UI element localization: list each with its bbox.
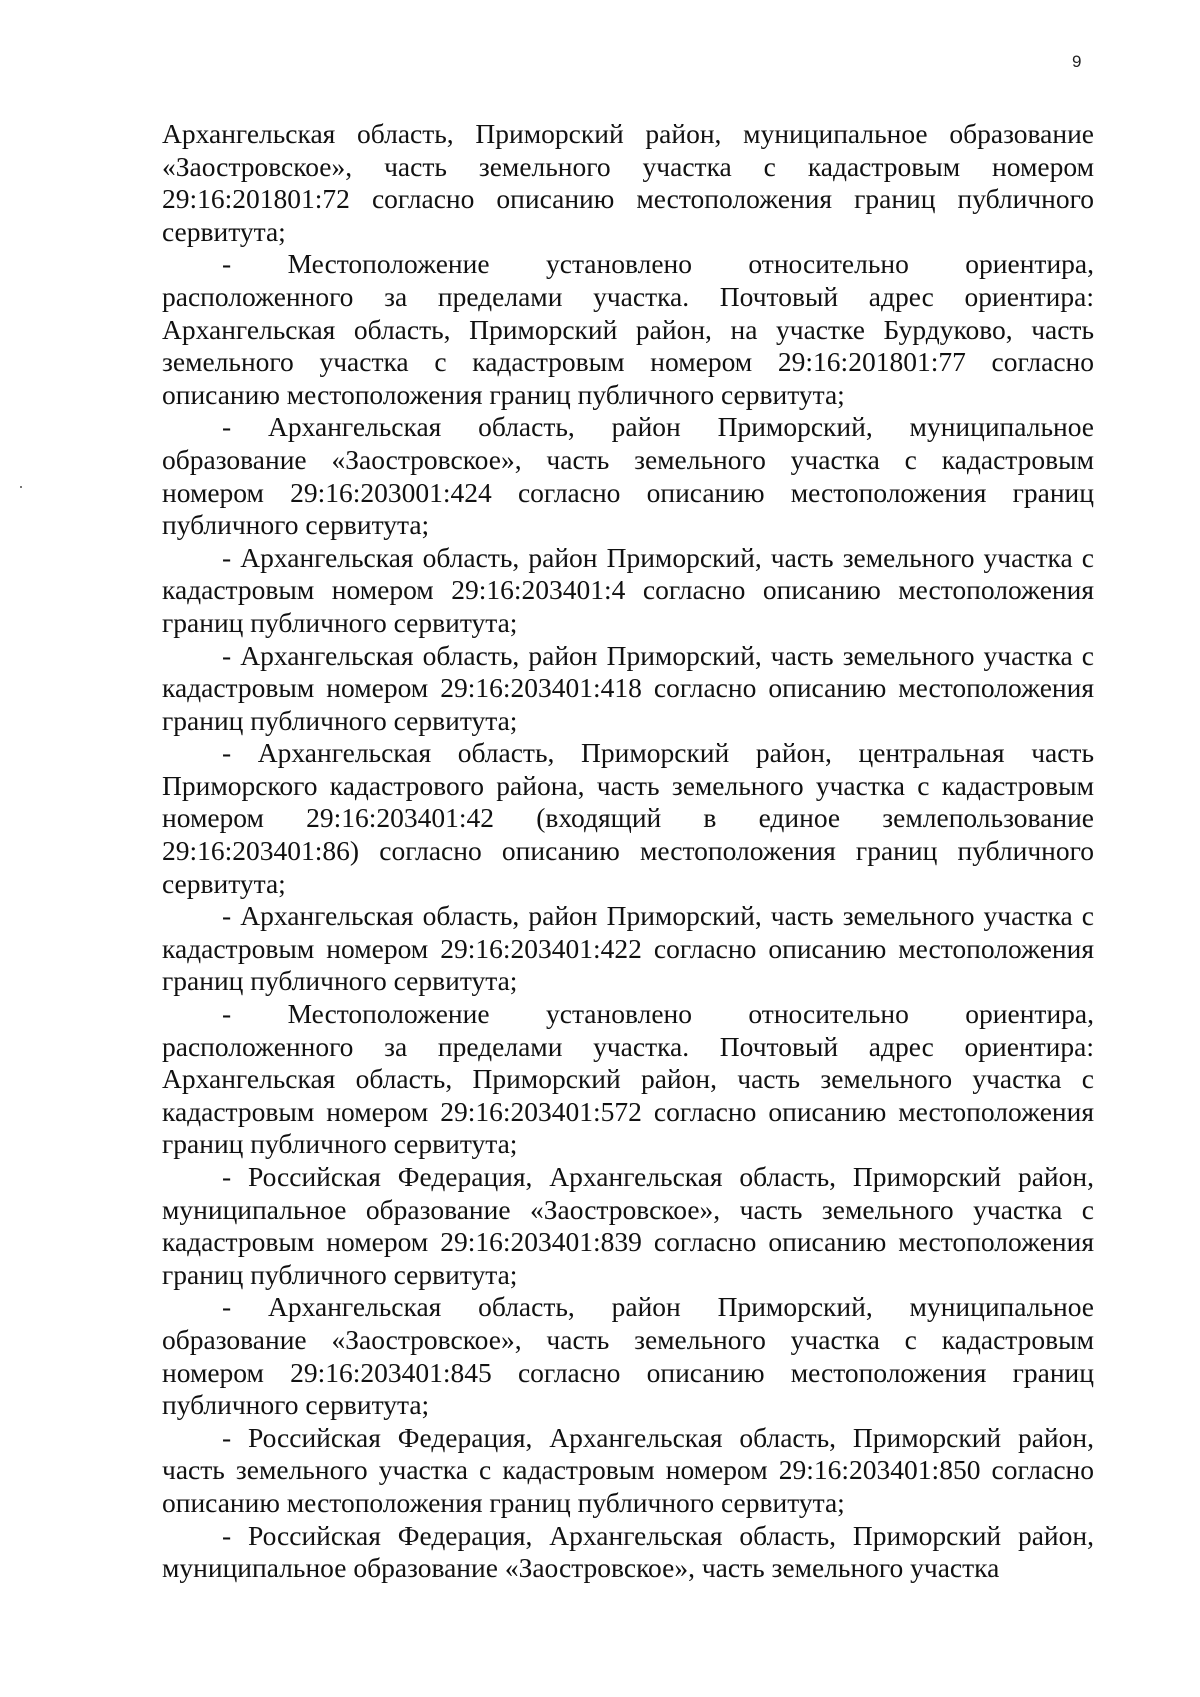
paragraph-item: - Архангельская область, район Приморский, часть земельного участка с кадастровым номером 29:16:203401:418 согласно описанию местоположения границ публичного сервитута; [162,639,1094,736]
paragraph-item: - Архангельская область, район Приморский, муниципальное образование «Заостровское», часть земельного участка с кадастровым номером 29:16:203001:424 согласно описанию местоположения границ публичного сервитута; [162,411,1094,541]
paragraph-item: - Местоположение установлено относительно ориентира, расположенного за пределами участка. Почтовый адрес ориентира: Архангельская область, Приморский район, часть земельного участка с кадастровым номером 29:16:203401:572 согласно описанию местоположения границ публичного сервитута; [162,998,1094,1160]
document-body [162,118,1094,1585]
page-number: 9 [1072,52,1082,71]
paragraph-item: - Российская Федерация, Архангельская область, Приморский район, муниципальное образование «Заостровское», часть земельного участка с кадастровым номером 29:16:203401:839 согласно описанию местоположения границ публичного сервитута; [162,1161,1094,1290]
paragraph-continuation: Архангельская область, Приморский район, муниципальное образование «Заостровское», часть земельного участка с кадастровым номером 29:16:201801:72 согласно описанию местоположения границ публичного сервитута; [162,118,1094,247]
paragraph-item: - Архангельская область, Приморский район, центральная часть Приморского кадастрового района, часть земельного участка с кадастровым номером 29:16:203401:42 (входящий в единое землепользование 29:16:203401:86) согласно описанию местоположения границ публичного сервитута; [162,737,1094,899]
paragraph-item: - Российская Федерация, Архангельская область, Приморский район, часть земельного участка с кадастровым номером 29:16:203401:850 согласно описанию местоположения границ публичного сервитута; [162,1421,1094,1518]
scan-speck [20,486,22,488]
paragraph-item: - Архангельская область, район Приморский, часть земельного участка с кадастровым номером 29:16:203401:4 согласно описанию местоположения границ публичного сервитута; [162,541,1094,638]
paragraph-item: - Местоположение установлено относительно ориентира, расположенного за пределами участка. Почтовый адрес ориентира: Архангельская область, Приморский район, на участке Бурдуково, часть земельного участка с кадастровым номером 29:16:201801:77 согласно описанию местоположения границ публичного сервитута; [162,248,1094,410]
paragraph-item: - Архангельская область, район Приморский, часть земельного участка с кадастровым номером 29:16:203401:422 согласно описанию местоположения границ публичного сервитута; [162,900,1094,997]
paragraph-item: - Российская Федерация, Архангельская область, Приморский район, муниципальное образование «Заостровское», часть земельного участка [162,1519,1094,1584]
paragraph-item: - Архангельская область, район Приморский, муниципальное образование «Заостровское», часть земельного участка с кадастровым номером 29:16:203401:845 согласно описанию местоположения границ публичного сервитута; [162,1291,1094,1421]
